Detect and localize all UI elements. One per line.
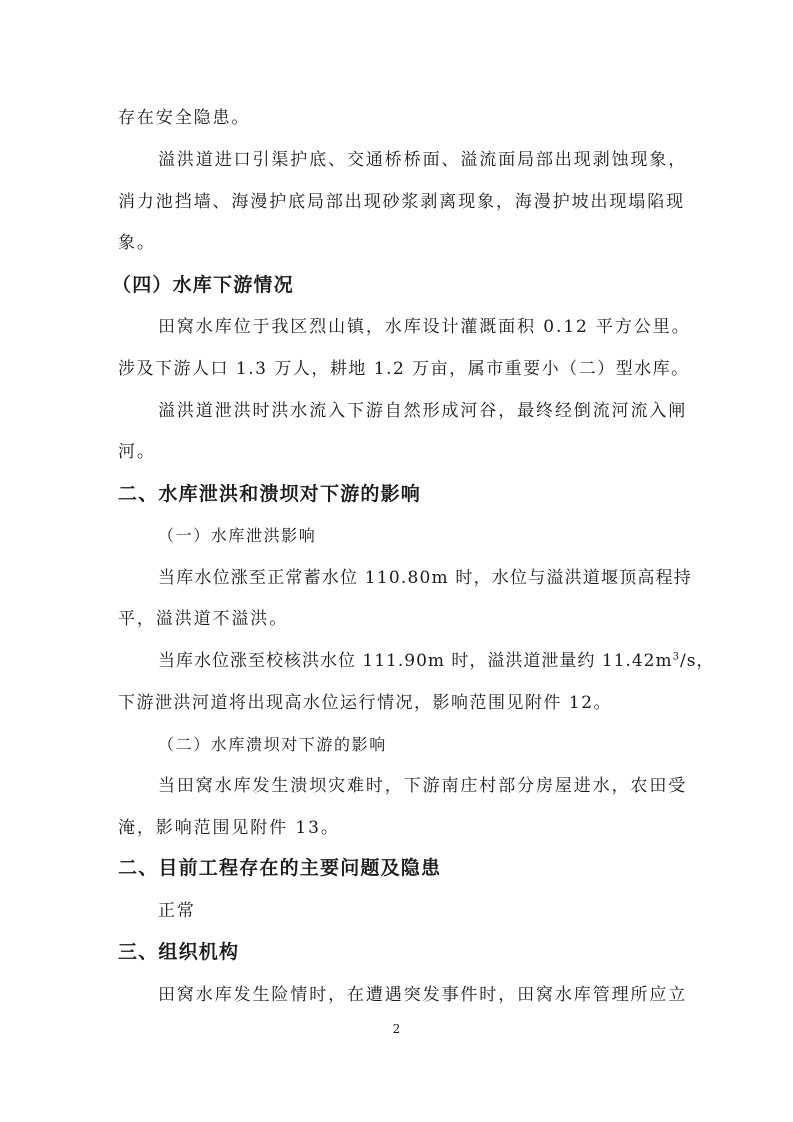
paragraph-line: 田窝水库发生险情时，在遭遇突发事件时，田窝水库管理所应立 [158,985,688,1005]
subsection-heading: （二）水库溃坝对下游的影响 [158,735,387,754]
paragraph-line: 象。 [118,233,156,253]
page-number: 2 [392,1022,401,1036]
paragraph-line: 消力池挡墙、海漫护底局部出现砂浆剥离现象，海漫护坡出现塌陷现 [118,192,685,212]
paragraph-line: 存在安全隐患。 [118,108,251,128]
paragraph-line: 当库水位涨至正常蓄水位 110.80m 时，水位与溢洪道堰顶高程持 [158,568,693,588]
paragraph-line [158,649,714,673]
superscript: 3 [672,651,680,663]
text-segment: 当库水位涨至校核洪水位 111.90m 时，溢洪道泄量约 11.42m [158,651,673,671]
subsection-heading: （一）水库泄洪影响 [158,526,317,545]
paragraph-line: 淹，影响范围见附件 13。 [118,818,340,838]
text-segment: /s， [679,651,715,671]
paragraph-line: 溢洪道进口引渠护底、交通桥桥面、溢流面局部出现剥蚀现象， [158,150,688,170]
paragraph-line: 溢洪道泄洪时洪水流入下游自然形成河谷，最终经倒流河流入闸 [158,401,688,421]
paragraph-line: 正常 [158,901,196,921]
paragraph-line: 下游泄洪河道将出现高水位运行情况，影响范围见附件 12。 [118,693,613,713]
section-heading: 二、水库泄洪和溃坝对下游的影响 [118,483,422,505]
section-heading: 三、组织机构 [118,941,240,963]
paragraph-line: 河。 [118,442,156,462]
paragraph-line: 田窝水库位于我区烈山镇，水库设计灌溉面积 0.12 平方公里。 [158,317,691,337]
paragraph-line: 平，溢洪道不溢洪。 [118,609,289,629]
section-heading: （四）水库下游情况 [112,274,294,296]
paragraph-line: 当田窝水库发生溃坝灾难时，下游南庄村部分房屋进水，农田受 [158,776,688,796]
section-heading: 二、目前工程存在的主要问题及隐患 [118,857,442,879]
paragraph-line: 涉及下游人口 1.3 万人，耕地 1.2 万亩，属市重要小（二）型水库。 [118,359,690,379]
